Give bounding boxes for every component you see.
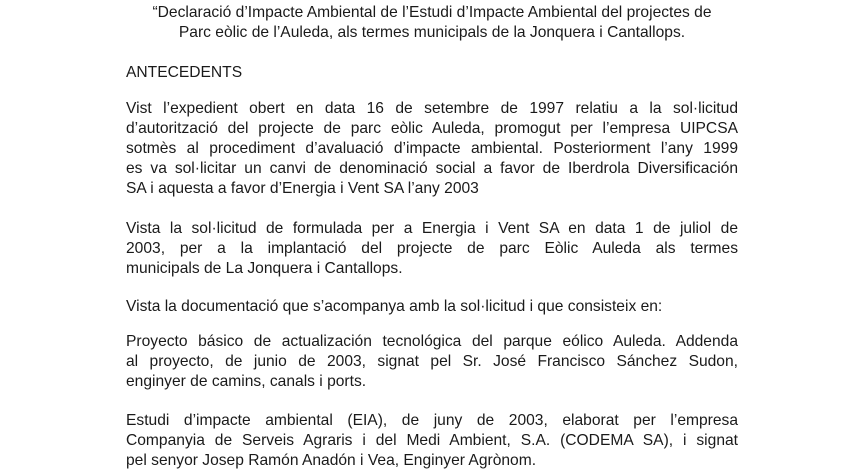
paragraph-line: d’autorització del projecte de parc eòlic Auleda, promogut per l’empresa UIPCSA	[126, 120, 738, 137]
document-title	[126, 3, 738, 43]
paragraph-line: Companyia de Serveis Agraris i del Medi Ambient, S.A. (CODEMA SA), i signat	[126, 432, 738, 449]
paragraph-line: enginyer de camins, canals i ports.	[126, 373, 367, 390]
paragraph-line: municipals de La Jonquera i Cantallops.	[126, 260, 403, 277]
title-line: “Declaració d’Impacte Ambiental de l’Estudi d’Impacte Ambiental del projectes de	[152, 4, 712, 21]
section-heading-block	[126, 63, 738, 83]
paragraph-expedient	[126, 99, 738, 199]
paragraph-sollicitud	[126, 219, 738, 279]
paragraph-line: pel senyor Josep Ramón Anadón i Vea, Enginyer Agrònom.	[126, 452, 537, 469]
paragraph-line: al proyecto, de junio de 2003, signat pel Sr. José Francisco Sánchez Sudon,	[126, 353, 738, 370]
paragraph-documentacio	[126, 297, 738, 317]
paragraph-line: 2003, per a la implantació del projecte de parc Eòlic Auleda als termes	[126, 240, 738, 257]
paragraph-proyecto	[126, 332, 738, 392]
paragraph-eia	[126, 411, 738, 471]
paragraph-line: sotmès al procediment d’avaluació d’impacte ambiental. Posteriorment l’any 1999	[126, 140, 738, 157]
title-line: Parc eòlic de l’Auleda, als termes municipals de la Jonquera i Cantallops.	[178, 24, 686, 41]
paragraph-line: Vist l’expedient obert en data 16 de setembre de 1997 relatiu a la sol·licitud	[126, 100, 738, 117]
paragraph-line: SA i aquesta a favor d’Energia i Vent SA l’any 2003	[126, 180, 479, 197]
section-heading: ANTECEDENTS	[126, 64, 243, 81]
paragraph-line: Vista la documentació que s’acompanya amb la sol·licitud i que consisteix en:	[126, 298, 663, 315]
paragraph-line: Proyecto básico de actualización tecnológica del parque eólico Auleda. Addenda	[126, 333, 738, 350]
paragraph-line: es va sol·licitar un canvi de denominació social a favor de Iberdrola Diversificación	[126, 160, 738, 177]
paragraph-line: Vista la sol·licitud de formulada per a Energia i Vent SA en data 1 de juliol de	[126, 220, 738, 237]
paragraph-line: Estudi d’impacte ambiental (EIA), de juny de 2003, elaborat per l’empresa	[126, 412, 738, 429]
